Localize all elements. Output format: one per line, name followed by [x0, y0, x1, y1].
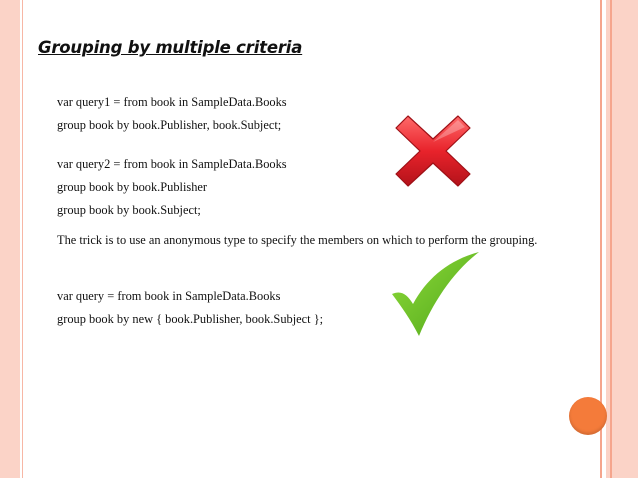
accent-dot — [569, 397, 607, 435]
code-line: group book by book.Publisher — [57, 180, 208, 194]
green-check-icon — [389, 250, 481, 340]
slide-title: Grouping by multiple criteria — [38, 38, 303, 57]
code-line: var query = from book in SampleData.Books — [57, 289, 281, 303]
left-border-decoration — [0, 0, 20, 478]
border-stripe — [610, 0, 612, 478]
code-line: var query1 = from book in SampleData.Books — [57, 95, 287, 109]
code-line: var query2 = from book in SampleData.Books — [57, 157, 287, 171]
code-line: group book by new { book.Publisher, book.Subject }; — [57, 312, 324, 326]
explanation-text: The trick is to use an anonymous type to specify the members on which to perform the grouping. — [57, 233, 538, 247]
code-line: group book by book.Publisher, book.Subject; — [57, 118, 282, 132]
code-line: group book by book.Subject; — [57, 203, 201, 217]
red-cross-icon — [394, 112, 472, 190]
right-border-decoration — [606, 0, 638, 478]
